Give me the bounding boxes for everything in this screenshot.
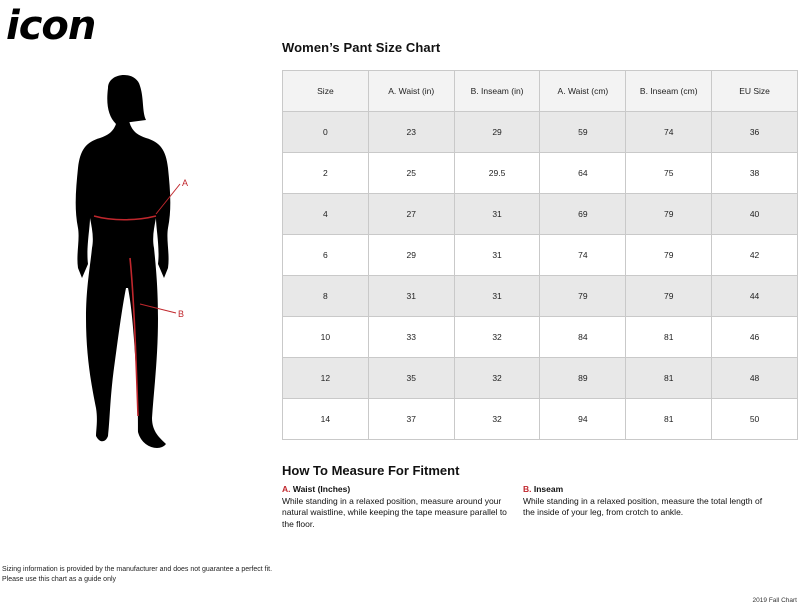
column-header: A. Waist (in)	[368, 71, 454, 112]
table-cell: 33	[368, 317, 454, 358]
inseam-heading-text: Inseam	[533, 484, 564, 494]
table-row	[283, 399, 798, 440]
table-header-row	[283, 71, 798, 112]
table-cell: 29	[454, 112, 540, 153]
waist-letter: A.	[282, 484, 291, 494]
waist-text: While standing in a relaxed position, measure around your natural waistline, while keeping the tape measure parallel to the floor.	[282, 495, 507, 529]
table-cell: 29.5	[454, 153, 540, 194]
table-cell: 94	[540, 399, 626, 440]
table-cell: 14	[283, 399, 369, 440]
table-cell: 27	[368, 194, 454, 235]
table-cell: 81	[626, 317, 712, 358]
disclaimer-line-2: Please use this chart as a guide only	[2, 575, 117, 583]
waist-heading	[282, 484, 510, 496]
table-cell: 79	[626, 276, 712, 317]
table-row	[283, 235, 798, 276]
table-cell: 44	[712, 276, 798, 317]
table-cell: 6	[283, 235, 369, 276]
table-cell: 0	[283, 112, 369, 153]
icon-logo	[4, 6, 144, 46]
disclaimer	[2, 565, 272, 584]
waist-heading-text: Waist (Inches)	[292, 484, 351, 494]
table-cell: 84	[540, 317, 626, 358]
table-row	[283, 317, 798, 358]
table-cell: 36	[712, 112, 798, 153]
table-cell: 46	[712, 317, 798, 358]
column-header: A. Waist (cm)	[540, 71, 626, 112]
table-cell: 81	[626, 358, 712, 399]
howto-title: How To Measure For Fitment	[282, 463, 460, 478]
table-cell: 12	[283, 358, 369, 399]
table-cell: 31	[368, 276, 454, 317]
waist-instructions	[282, 484, 510, 530]
woman-silhouette-figure	[56, 68, 206, 460]
column-header: B. Inseam (in)	[454, 71, 540, 112]
table-row	[283, 153, 798, 194]
table-cell: 31	[454, 194, 540, 235]
table-cell: 74	[540, 235, 626, 276]
table-cell: 32	[454, 317, 540, 358]
column-header: EU Size	[712, 71, 798, 112]
table-cell: 10	[283, 317, 369, 358]
table-cell: 8	[283, 276, 369, 317]
table-cell: 79	[626, 194, 712, 235]
inseam-letter: B.	[523, 484, 532, 494]
table-cell: 35	[368, 358, 454, 399]
size-table	[282, 70, 798, 440]
table-cell: 81	[626, 399, 712, 440]
table-cell: 38	[712, 153, 798, 194]
footer-note: 2019 Fall Chart	[752, 597, 797, 604]
table-row	[283, 194, 798, 235]
column-header: B. Inseam (cm)	[626, 71, 712, 112]
marker-a-label: A	[182, 178, 189, 188]
table-cell: 40	[712, 194, 798, 235]
page-title: Women’s Pant Size Chart	[282, 40, 441, 55]
table-cell: 75	[626, 153, 712, 194]
inseam-heading	[523, 484, 773, 496]
table-cell: 79	[540, 276, 626, 317]
column-header: Size	[283, 71, 369, 112]
table-cell: 31	[454, 235, 540, 276]
table-row	[283, 112, 798, 153]
table-row	[283, 276, 798, 317]
silhouette-body	[76, 116, 171, 448]
table-cell: 37	[368, 399, 454, 440]
table-cell: 2	[283, 153, 369, 194]
table-cell: 32	[454, 358, 540, 399]
table-cell: 4	[283, 194, 369, 235]
logo-wordmark: icon	[6, 6, 96, 46]
table-cell: 74	[626, 112, 712, 153]
table-cell: 25	[368, 153, 454, 194]
table-cell: 64	[540, 153, 626, 194]
table-cell: 50	[712, 399, 798, 440]
table-cell: 69	[540, 194, 626, 235]
disclaimer-line-1: Sizing information is provided by the manufacturer and does not guarantee a perfect fit.	[2, 566, 273, 573]
inseam-text: While standing in a relaxed position, measure the total length of the inside of your leg, from crotch to ankle.	[523, 495, 763, 517]
table-cell: 31	[454, 276, 540, 317]
table-cell: 59	[540, 112, 626, 153]
table-row	[283, 358, 798, 399]
table-cell: 32	[454, 399, 540, 440]
table-cell: 48	[712, 358, 798, 399]
table-cell: 29	[368, 235, 454, 276]
table-cell: 42	[712, 235, 798, 276]
table-cell: 23	[368, 112, 454, 153]
table-cell: 89	[540, 358, 626, 399]
marker-b-label: B	[178, 309, 185, 319]
table-cell: 79	[626, 235, 712, 276]
inseam-instructions	[523, 484, 773, 519]
